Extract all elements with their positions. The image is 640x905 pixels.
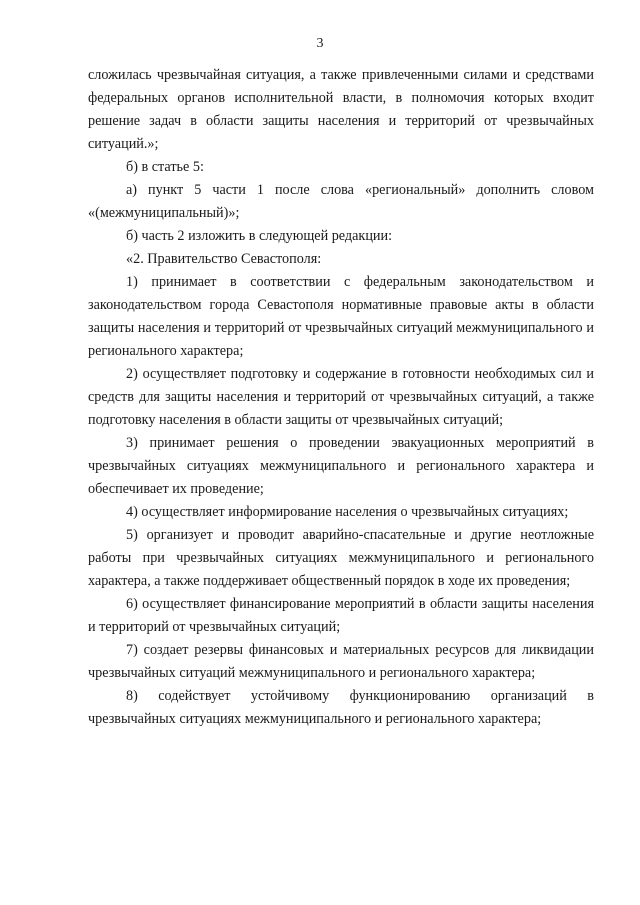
paragraph-point-7: 7) создает резервы финансовых и материальных ресурсов для ликвидации чрезвычайных ситуаций межмуниципального и регионального характера; bbox=[88, 642, 594, 681]
paragraph-item-b: б) часть 2 изложить в следующей редакции: bbox=[126, 228, 393, 244]
paragraph-point-5: 5) организует и проводит аварийно-спасательные и другие неотложные работы при чрезвычайных ситуациях межмуниципального и регионального характера, а также поддерживает общественный порядок в ходе их проведения; bbox=[88, 527, 594, 589]
paragraph-continuation: сложилась чрезвычайная ситуация, а также привлеченными силами и средствами федеральных органов исполнительной власти, в полномочия которых входит решение задач в области защиты населения и территорий от чрезвычайных ситуаций.»; bbox=[88, 67, 594, 152]
paragraph-point-8: 8) содействует устойчивому функционированию организаций в чрезвычайных ситуациях межмуниципального и регионального характера; bbox=[88, 688, 594, 727]
paragraph-item-a: а) пункт 5 части 1 после слова «региональный» дополнить словом «(межмуниципальный)»; bbox=[88, 182, 594, 221]
paragraph-point-1: 1) принимает в соответствии с федеральным законодательством и законодательством города Севастополя нормативные правовые акты в области защиты населения и территорий от чрезвычайных ситуаций межмуниципального и регионального характера; bbox=[88, 274, 594, 359]
paragraph-point-3: 3) принимает решения о проведении эвакуационных мероприятий в чрезвычайных ситуациях межмуниципального и регионального характера и обеспечивает их проведение; bbox=[88, 435, 594, 497]
paragraph-article-5-header: б) в статье 5: bbox=[126, 159, 204, 175]
document-body bbox=[88, 64, 594, 731]
paragraph-point-4: 4) осуществляет информирование населения о чрезвычайных ситуациях; bbox=[126, 504, 569, 520]
page-number: 3 bbox=[316, 36, 324, 51]
paragraph-government-header: «2. Правительство Севастополя: bbox=[126, 251, 322, 267]
paragraph-point-2: 2) осуществляет подготовку и содержание в готовности необходимых сил и средств для защиты населения и территорий от чрезвычайных ситуаций, а также подготовку населения в области защиты от чрезвычайных ситуаций; bbox=[88, 366, 594, 428]
paragraph-point-6: 6) осуществляет финансирование мероприятий в области защиты населения и территорий от чрезвычайных ситуаций; bbox=[88, 596, 594, 635]
